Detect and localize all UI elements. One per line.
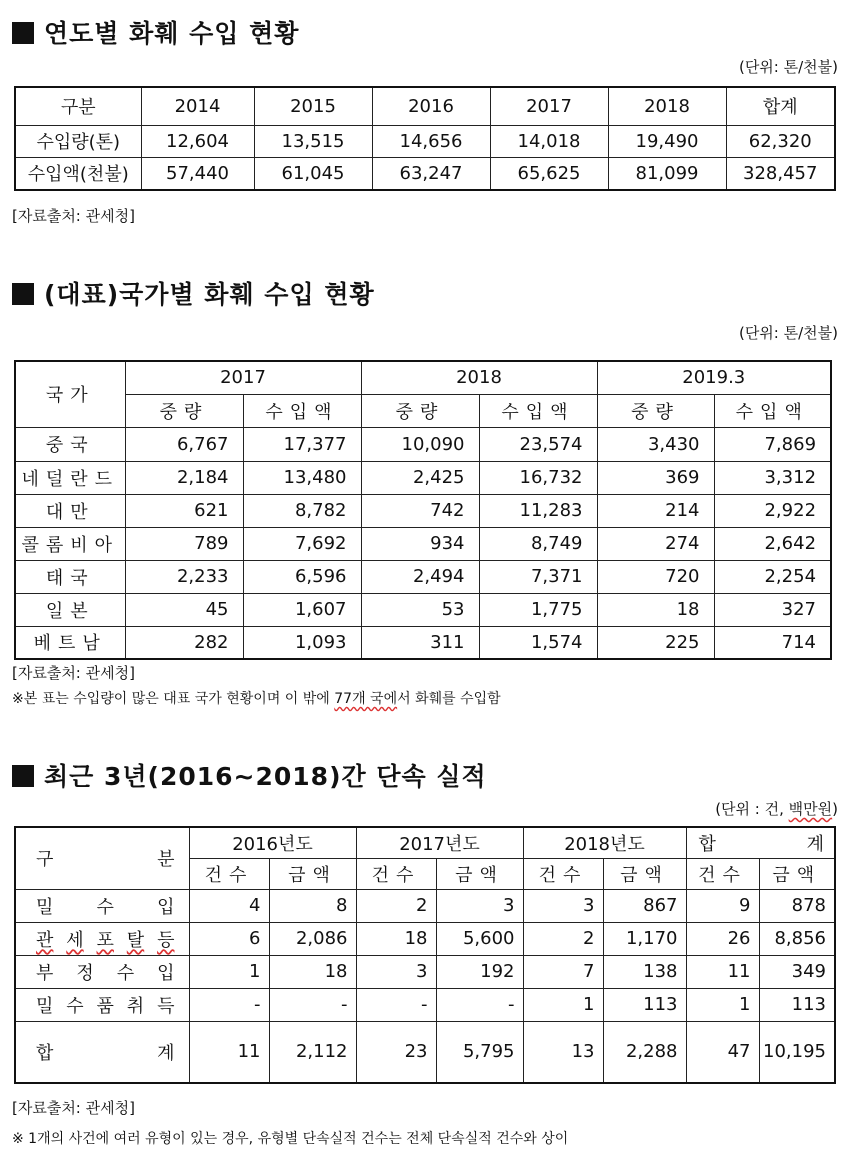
enforcement-table	[14, 826, 836, 1084]
table-cell: 13	[523, 1021, 603, 1083]
row-label-char: 품	[96, 995, 114, 1017]
subheader-cell: 중량	[125, 394, 243, 427]
table-cell: 2,288	[603, 1021, 686, 1083]
table-cell: 3	[356, 955, 436, 988]
table-cell: 225	[597, 626, 714, 659]
table-cell: -	[269, 988, 356, 1021]
subheader-cell: 수입액	[479, 394, 597, 427]
row-label-char: 수	[96, 896, 114, 918]
table-cell: 5,600	[436, 922, 523, 955]
country-name: 중국	[15, 427, 125, 461]
row-label-char: 득	[157, 995, 175, 1017]
row-label-char: 등	[157, 929, 175, 951]
section2-note	[12, 688, 501, 708]
table-cell: 934	[361, 527, 479, 560]
section2-title	[12, 275, 375, 311]
table-cell: 47	[686, 1021, 759, 1083]
table-cell: 13,515	[254, 125, 372, 157]
row-label	[15, 889, 189, 922]
table-row	[15, 1021, 835, 1083]
table-cell: 10,090	[361, 427, 479, 461]
subheader-cell: 수입액	[714, 394, 831, 427]
table-cell: 621	[125, 494, 243, 527]
table-row	[15, 593, 831, 626]
gubun-header	[15, 827, 189, 889]
section3-title	[12, 757, 487, 793]
table-cell: 2,425	[361, 461, 479, 494]
section3-unit	[715, 798, 838, 819]
row-label-char: 입	[157, 896, 175, 918]
row-label-char: 정	[76, 962, 94, 984]
header-cell: 합계	[726, 87, 835, 125]
table-cell: 138	[603, 955, 686, 988]
country-name: 대만	[15, 494, 125, 527]
table-cell: 2,233	[125, 560, 243, 593]
table-cell: 7	[523, 955, 603, 988]
unit-text: )	[832, 800, 838, 818]
table-cell: 81,099	[608, 157, 726, 190]
table-cell: 8	[269, 889, 356, 922]
table-cell: 742	[361, 494, 479, 527]
header-cell: 2018	[608, 87, 726, 125]
table-cell: 1,093	[243, 626, 361, 659]
table-cell: 23,574	[479, 427, 597, 461]
row-label-char: 합	[36, 1042, 54, 1064]
table-cell: -	[189, 988, 269, 1021]
subheader-cell: 금액	[269, 858, 356, 889]
table-cell: 113	[603, 988, 686, 1021]
section1-title-text: 연도별 화훼 수입 현황	[44, 19, 300, 48]
row-label: 수입액(천불)	[15, 157, 141, 190]
row-label	[15, 988, 189, 1021]
row-label-char: 밀	[36, 896, 54, 918]
square-bullet-icon	[12, 22, 34, 44]
section3-note: ※ 1개의 사건에 여러 유형이 있는 경우, 유형별 단속실적 건수는 전체 단속실적 건수와 상이	[12, 1131, 569, 1147]
table-cell: 192	[436, 955, 523, 988]
table-cell: 7,371	[479, 560, 597, 593]
table-cell: 2,922	[714, 494, 831, 527]
table-cell: 369	[597, 461, 714, 494]
table-cell: 867	[603, 889, 686, 922]
table-cell: 1	[189, 955, 269, 988]
table-cell: 214	[597, 494, 714, 527]
table-row	[15, 889, 835, 922]
table-row	[15, 955, 835, 988]
table-cell: 282	[125, 626, 243, 659]
table-row	[15, 922, 835, 955]
country-import-table	[14, 360, 832, 660]
table-header-row	[15, 827, 835, 858]
table-row	[15, 527, 831, 560]
note-text: 서 화훼를 수입함	[397, 691, 501, 707]
table-cell: 1,607	[243, 593, 361, 626]
table-cell: 1	[523, 988, 603, 1021]
note-text-underlined: 77개 국에	[334, 691, 398, 707]
subheader-cell: 중량	[361, 394, 479, 427]
row-label-char: 계	[157, 1042, 175, 1064]
section1-unit: (단위: 톤/천불)	[738, 58, 838, 76]
table-cell: 53	[361, 593, 479, 626]
table-cell: 6,767	[125, 427, 243, 461]
table-row	[15, 626, 831, 659]
row-label	[15, 955, 189, 988]
row-label	[15, 922, 189, 955]
table-cell: 1	[686, 988, 759, 1021]
table-cell: 3	[523, 889, 603, 922]
header-char: 구	[36, 849, 54, 871]
row-label-char: 수	[116, 962, 135, 984]
header-char: 계	[806, 833, 824, 855]
table-cell: 4	[189, 889, 269, 922]
table-cell: 3,312	[714, 461, 831, 494]
year-header: 2018년도	[523, 827, 686, 858]
table-cell: 1,170	[603, 922, 686, 955]
year-header: 2017년도	[356, 827, 523, 858]
table-cell: -	[356, 988, 436, 1021]
table-row	[15, 125, 835, 157]
table-row	[15, 157, 835, 190]
table-cell: 8,856	[759, 922, 835, 955]
table-cell: -	[436, 988, 523, 1021]
total-header	[686, 827, 835, 858]
table-cell: 45	[125, 593, 243, 626]
table-cell: 18	[269, 955, 356, 988]
table-cell: 113	[759, 988, 835, 1021]
table-cell: 7,869	[714, 427, 831, 461]
table-cell: 328,457	[726, 157, 835, 190]
table-cell: 714	[714, 626, 831, 659]
table-cell: 19,490	[608, 125, 726, 157]
header-cell: 2015	[254, 87, 372, 125]
table-cell: 16,732	[479, 461, 597, 494]
table-cell: 26	[686, 922, 759, 955]
table-cell: 6,596	[243, 560, 361, 593]
table-cell: 8,749	[479, 527, 597, 560]
unit-text-underlined: 백만원	[788, 800, 833, 818]
header-cell: 2014	[141, 87, 254, 125]
table-cell: 6	[189, 922, 269, 955]
subheader-cell: 금액	[436, 858, 523, 889]
table-header-row	[15, 361, 831, 394]
subheader-cell: 금액	[759, 858, 835, 889]
row-label-char: 탈	[126, 929, 145, 951]
table-cell: 12,604	[141, 125, 254, 157]
row-label	[15, 1021, 189, 1083]
table-cell: 349	[759, 955, 835, 988]
table-row	[15, 988, 835, 1021]
subheader-cell: 수입액	[243, 394, 361, 427]
row-label-char: 수	[66, 995, 84, 1017]
table-row	[15, 427, 831, 461]
table-row	[15, 560, 831, 593]
square-bullet-icon	[12, 283, 34, 305]
table-row	[15, 461, 831, 494]
table-cell: 274	[597, 527, 714, 560]
section1-title	[12, 14, 299, 50]
subheader-cell: 건수	[523, 858, 603, 889]
table-cell: 14,018	[490, 125, 608, 157]
section1-source: [자료출처: 관세청]	[12, 207, 135, 225]
section2-unit: (단위: 톤/천불)	[738, 324, 838, 342]
country-name: 네덜란드	[15, 461, 125, 494]
header-char: 합	[698, 833, 716, 855]
table-cell: 57,440	[141, 157, 254, 190]
row-label: 수입량(톤)	[15, 125, 141, 157]
section3-source: [자료출처: 관세청]	[12, 1099, 135, 1117]
row-label-char: 관	[36, 929, 54, 951]
table-cell: 63,247	[372, 157, 490, 190]
row-label-char: 세	[66, 929, 84, 951]
table-cell: 23	[356, 1021, 436, 1083]
year-header: 2018	[361, 361, 597, 394]
square-bullet-icon	[12, 765, 34, 787]
year-header: 2019.3	[597, 361, 831, 394]
table-cell: 13,480	[243, 461, 361, 494]
table-cell: 3,430	[597, 427, 714, 461]
subheader-cell: 건수	[356, 858, 436, 889]
table-cell: 18	[356, 922, 436, 955]
table-cell: 5,795	[436, 1021, 523, 1083]
table-cell: 2	[356, 889, 436, 922]
table-row	[15, 494, 831, 527]
table-cell: 11	[189, 1021, 269, 1083]
country-name: 태국	[15, 560, 125, 593]
table-cell: 1,574	[479, 626, 597, 659]
table-cell: 61,045	[254, 157, 372, 190]
year-header: 2017	[125, 361, 361, 394]
section3-title-text: 최근 3년(2016~2018)간 단속 실적	[44, 762, 487, 791]
country-name: 베트남	[15, 626, 125, 659]
note-text: ※본 표는 수입량이 많은 대표 국가 현황이며 이 밖에	[12, 691, 335, 707]
table-cell: 2,642	[714, 527, 831, 560]
section2-source: [자료출처: 관세청]	[12, 664, 135, 682]
table-cell: 2,086	[269, 922, 356, 955]
table-cell: 17,377	[243, 427, 361, 461]
table-cell: 2	[523, 922, 603, 955]
subheader-cell: 건수	[686, 858, 759, 889]
table-cell: 2,184	[125, 461, 243, 494]
row-label-char: 입	[157, 962, 175, 984]
unit-text: (단위 : 건,	[715, 800, 789, 818]
row-label-char: 밀	[36, 995, 54, 1017]
subheader-cell: 금액	[603, 858, 686, 889]
country-name: 일본	[15, 593, 125, 626]
table-cell: 11	[686, 955, 759, 988]
table-cell: 7,692	[243, 527, 361, 560]
table-cell: 2,254	[714, 560, 831, 593]
annual-import-table	[14, 86, 836, 191]
table-cell: 3	[436, 889, 523, 922]
table-cell: 2,494	[361, 560, 479, 593]
row-label-char: 부	[36, 962, 54, 984]
country-header: 국가	[15, 361, 125, 427]
table-cell: 18	[597, 593, 714, 626]
table-cell: 14,656	[372, 125, 490, 157]
subheader-cell: 건수	[189, 858, 269, 889]
table-cell: 789	[125, 527, 243, 560]
table-cell: 327	[714, 593, 831, 626]
table-cell: 11,283	[479, 494, 597, 527]
table-cell: 10,195	[759, 1021, 835, 1083]
year-header: 2016년도	[189, 827, 356, 858]
table-header-row	[15, 87, 835, 125]
table-cell: 65,625	[490, 157, 608, 190]
table-subheader-row	[15, 394, 831, 427]
table-cell: 1,775	[479, 593, 597, 626]
header-char: 분	[157, 849, 175, 871]
header-cell: 구분	[15, 87, 141, 125]
subheader-cell: 중량	[597, 394, 714, 427]
table-cell: 2,112	[269, 1021, 356, 1083]
row-label-char: 포	[96, 929, 114, 951]
table-cell: 720	[597, 560, 714, 593]
header-cell: 2017	[490, 87, 608, 125]
country-name: 콜롬비아	[15, 527, 125, 560]
table-cell: 62,320	[726, 125, 835, 157]
header-cell: 2016	[372, 87, 490, 125]
table-cell: 9	[686, 889, 759, 922]
table-cell: 311	[361, 626, 479, 659]
table-cell: 8,782	[243, 494, 361, 527]
section2-title-text: (대표)국가별 화훼 수입 현황	[44, 280, 375, 309]
row-label-char: 취	[126, 995, 145, 1017]
table-cell: 878	[759, 889, 835, 922]
